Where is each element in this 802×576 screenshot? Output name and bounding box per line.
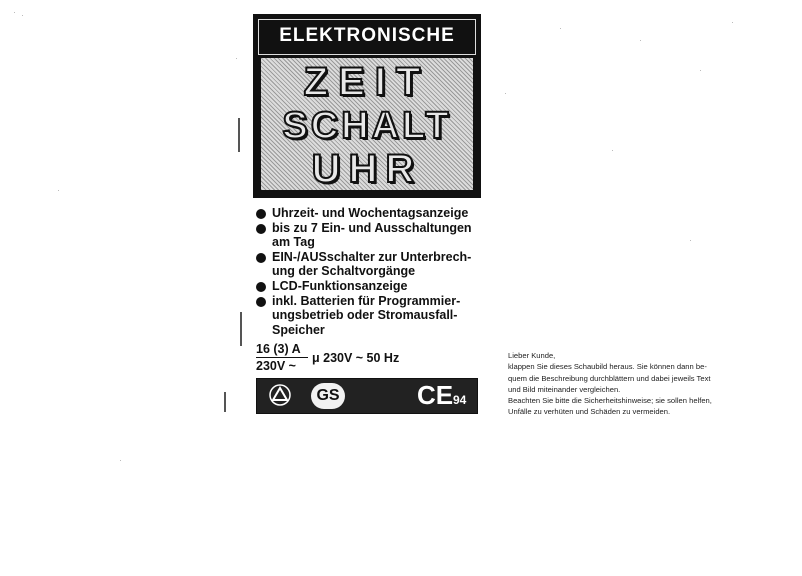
feature-text: inkl. Batterien für Programmier- ungsbetrieb oder Stromausfall- Speicher (272, 293, 461, 337)
note-line: quem die Beschreibung durchblättern und dabei jeweils Text (508, 373, 711, 383)
current-rating: 16 (3) A (256, 342, 308, 358)
ce-mark-icon: CE (417, 380, 454, 410)
rating-fraction (256, 342, 308, 373)
feature-item (256, 221, 486, 250)
feature-item (256, 250, 486, 279)
title-header: ELEKTRONISCHE (258, 19, 476, 55)
bullet-icon (256, 253, 266, 263)
supply-spec: μ 230V ~ 50 Hz (312, 351, 400, 365)
title-word: ZEIT (303, 60, 431, 104)
feature-text: bis zu 7 Ein- und Ausschaltungen am Tag (272, 220, 472, 250)
scan-edge-mark (224, 392, 226, 412)
voltage-rating: 230V ~ (256, 359, 296, 373)
feature-text: EIN-/AUSschalter zur Unterbrech- ung der Schaltvorgänge (272, 249, 472, 279)
note-greeting: Lieber Kunde, (508, 351, 556, 360)
tuv-triangle-icon (265, 383, 307, 409)
feature-item (256, 294, 486, 338)
feature-list (256, 206, 486, 337)
gs-mark-icon: GS (311, 383, 345, 409)
note-line: klappen Sie dieses Schaubild heraus. Sie können dann be- (508, 362, 707, 372)
bullet-icon (256, 224, 266, 234)
scan-edge-mark (238, 118, 240, 152)
ce-year: 94 (453, 393, 467, 407)
feature-text: LCD-Funktionsanzeige (272, 278, 408, 293)
customer-note (508, 350, 768, 418)
bullet-icon (256, 297, 266, 307)
note-line: Unfälle zu verhüten und Schäden zu vermeiden. (508, 407, 671, 417)
scan-edge-mark (240, 312, 242, 346)
title-word: SCHALT (282, 105, 452, 147)
title-graphic (261, 58, 473, 190)
bullet-icon (256, 282, 266, 292)
note-line: und Bild miteinander vergleichen. (508, 384, 621, 394)
bullet-icon (256, 209, 266, 219)
product-title-panel (253, 14, 481, 198)
feature-item (256, 206, 486, 221)
feature-text: Uhrzeit- und Wochentagsanzeige (272, 206, 469, 220)
title-word: UHR (311, 147, 423, 191)
note-line: Beachten Sie bitte die Sicherheitshinweise; sie sollen helfen, (508, 396, 712, 406)
feature-item (256, 279, 486, 294)
certification-bar (256, 378, 478, 414)
